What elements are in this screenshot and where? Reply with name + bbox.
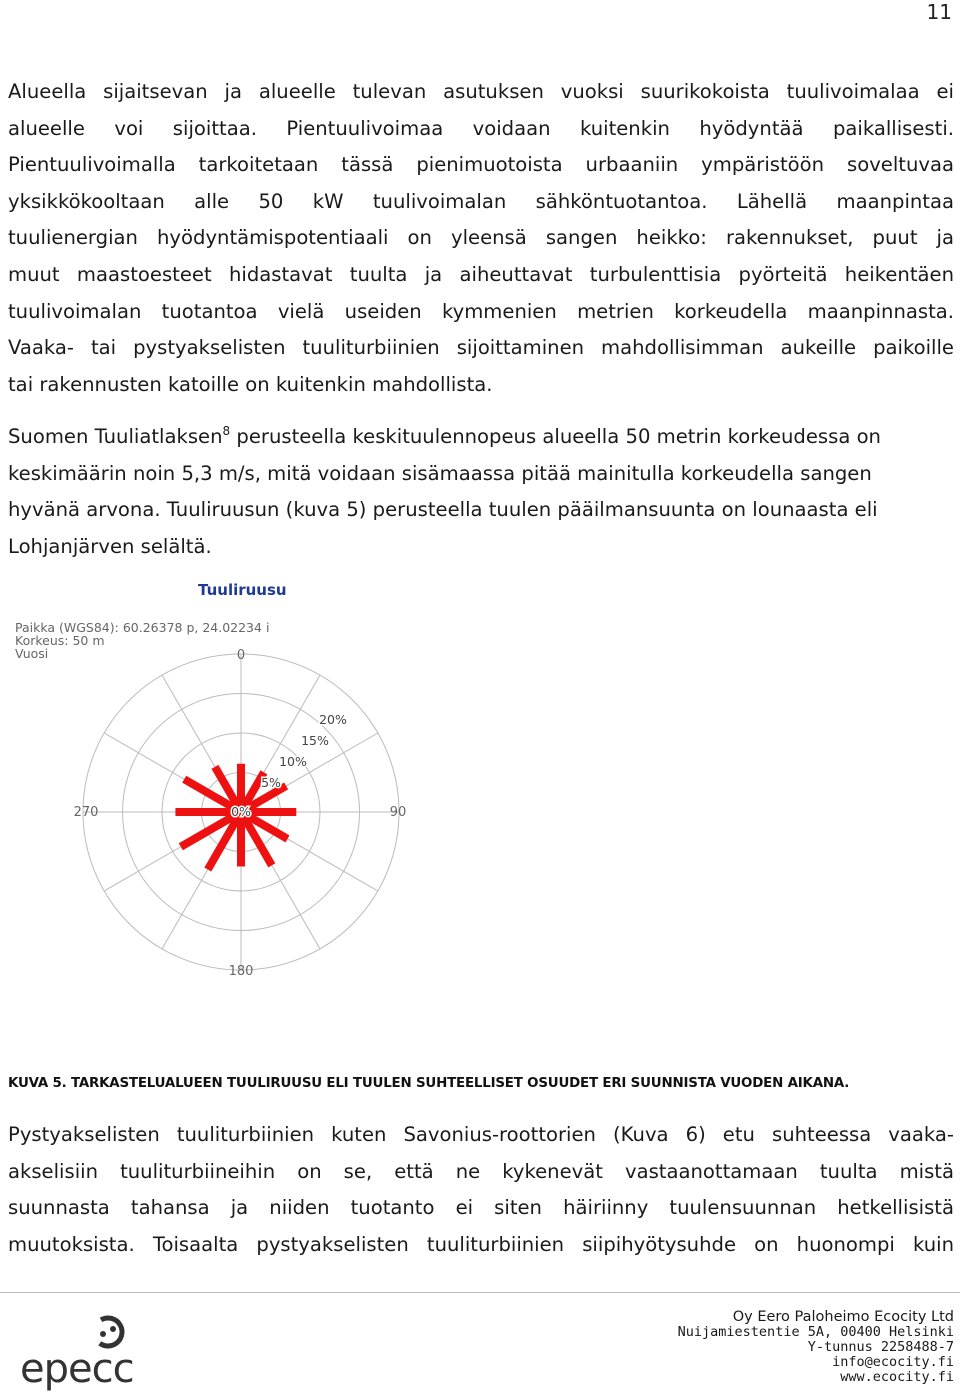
text-line: Pystyakselisten tuuliturbiinien kuten Savonius-roottorien (Kuva 6) etu suhteessa vaaka- — [8, 1123, 954, 1146]
wind-rose-figure — [8, 577, 438, 987]
text-line: akselisiin tuuliturbiineihin on se, että ne kykenevät vastaanottamaan tuulta mistä — [8, 1159, 954, 1183]
direction-label: 270 — [73, 805, 99, 820]
direction-label: 90 — [389, 805, 407, 820]
text-segment: Suomen Tuuliatlaksen — [8, 425, 223, 448]
company-email[interactable]: info@ecocity.fi — [832, 1354, 954, 1370]
logo-icon — [10, 1312, 150, 1392]
company-address: Nuijamiestentie 5A, 00400 Helsinki — [677, 1324, 954, 1340]
period-meta: Vuosi — [15, 646, 49, 661]
height-meta: Korkeus: 50 m — [15, 633, 105, 648]
text-line: muut maastoesteet hidastavat tuulta ja aiheuttavat turbulenttisia pyörteitä heikentäen — [8, 262, 954, 286]
ring-label: 15% — [301, 733, 329, 748]
text-line — [8, 419, 954, 456]
footer-divider — [0, 1292, 960, 1293]
ring-label: 10% — [279, 754, 307, 769]
wind-rose-title: Tuuliruusu — [198, 581, 287, 599]
text-line: muutoksista. Toisaalta pystyakselisten tuuliturbiinien siipihyötysuhde on huonompi kuin — [8, 1232, 954, 1256]
location-meta: Paikka (WGS84): 60.26378 p, 24.02234 i — [15, 620, 270, 635]
text-line: hyvänä arvona. Tuuliruusun (kuva 5) perusteella tuulen pääilmansuunta on lounaasta eli — [8, 498, 878, 522]
paragraph-3 — [8, 1117, 954, 1263]
text-line: Alueella sijaitsevan ja alueelle tulevan asutuksen vuoksi suurikokoista tuulivoimalaa ei — [8, 80, 954, 103]
company-website[interactable]: www.ecocity.fi — [840, 1369, 954, 1385]
ring-label: 20% — [319, 712, 347, 727]
text-line: alueelle voi sijoittaa. Pientuulivoimaa voidaan kuitenkin hyödyntää paikallisesti. — [8, 116, 954, 140]
paragraph-1 — [8, 74, 954, 403]
ring-label: 0% — [231, 804, 251, 819]
text-line: tuulivoimalan tuotantoa vielä useiden kymmenien metrien korkeudella maanpinnasta. — [8, 299, 954, 323]
text-line: tuulienergian hyödyntämispotentiaali on yleensä sangen heikko: rakennukset, puut ja — [8, 226, 954, 250]
wind-rose-chart — [8, 577, 438, 987]
text-line: yksikkökooltaan alle 50 kW tuulivoimalan sähköntuotantoa. Lähellä maanpintaa — [8, 189, 954, 213]
text-line: Pientuulivoimalla tarkoitetaan tässä pienimuotoista urbaaniin ympäristöön soveltuvaa — [8, 153, 954, 177]
epecc-logo — [10, 1312, 150, 1396]
text-line: suunnasta tahansa ja niiden tuotanto ei siten häiriinny tuulensuunnan hetkellisistä — [8, 1196, 954, 1220]
direction-label: 0 — [236, 648, 246, 663]
page-number: 11 — [926, 0, 952, 24]
figure-caption: KUVA 5. TARKASTELUALUEEN TUULIRUUSU ELI TUULEN SUHTEELLISET OSUUDET ERI SUUNNISTA VUODEN AIKANA. — [8, 1076, 850, 1091]
footnote-ref: 8 — [222, 424, 231, 438]
paragraph-2 — [8, 419, 954, 565]
text-segment: perusteella keskituulennopeus alueella 50 metrin korkeudessa on — [230, 425, 881, 448]
direction-label: 180 — [228, 964, 254, 979]
company-name: Oy Eero Paloheimo Ecocity Ltd — [732, 1309, 954, 1325]
text-line: tai rakennusten katoille on kuitenkin mahdollista. — [8, 372, 493, 396]
business-id: Y-tunnus 2258488-7 — [807, 1339, 954, 1355]
logo-wordmark: epecc — [20, 1346, 134, 1392]
text-line: Vaaka- tai pystyakselisten tuuliturbiinien sijoittaminen mahdollisimman aukeille paikoille — [8, 336, 954, 360]
company-info — [678, 1310, 954, 1385]
text-line: Lohjanjärven selältä. — [8, 534, 212, 558]
ring-label: 5% — [261, 775, 281, 790]
text-line: keskimäärin noin 5,3 m/s, mitä voidaan sisämaassa pitää mainitulla korkeudella sangen — [8, 461, 872, 485]
